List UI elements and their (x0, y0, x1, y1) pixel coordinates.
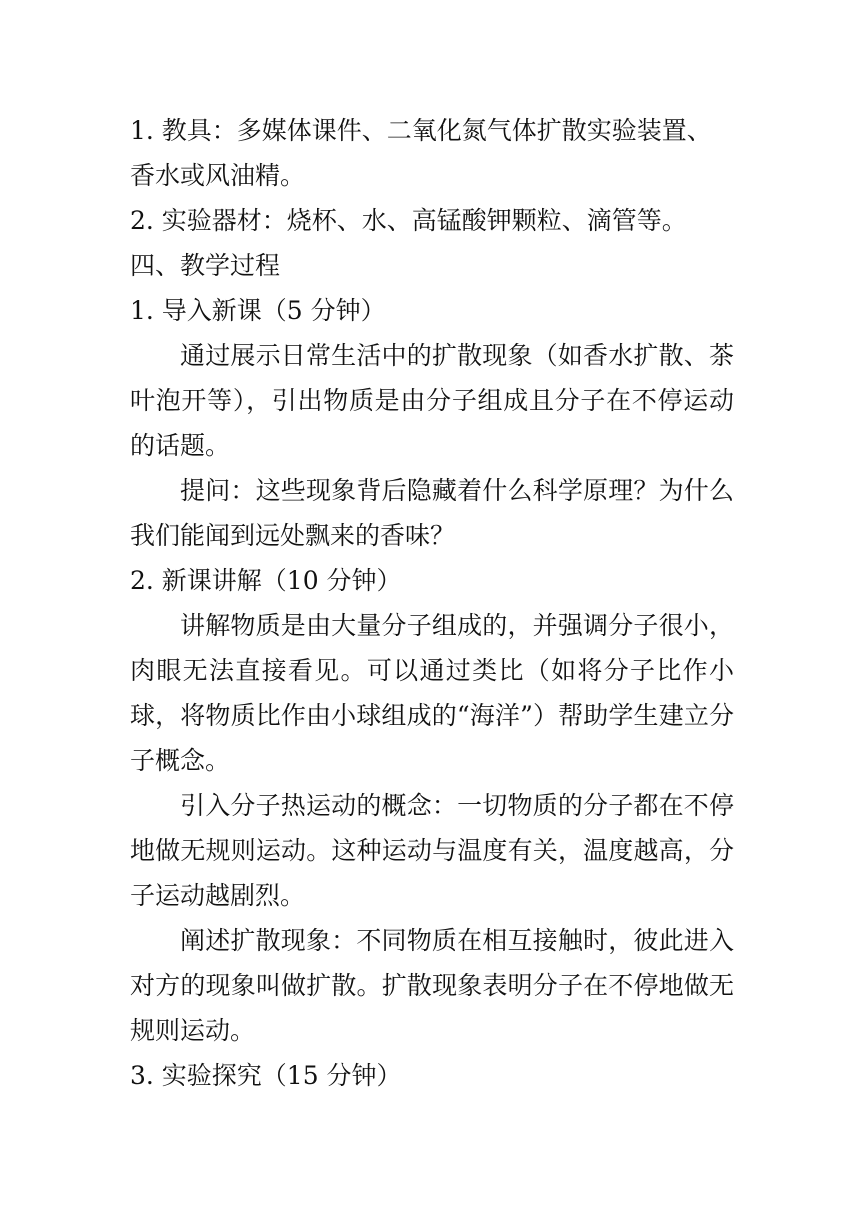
section-heading-teaching-process: 四、教学过程 (130, 251, 281, 280)
teaching-tools-line: 1. 教具：多媒体课件、二氧化氮气体扩散实验装置、香水或风油精。 (130, 116, 712, 190)
step2-paragraph-2: 引入分子热运动的概念：一切物质的分子都在不停地做无规则运动。这种运动与温度有关，温度越高，分子运动越剧烈。 (130, 791, 734, 910)
step2-heading: 2. 新课讲解（10 分钟） (130, 566, 402, 595)
experiment-materials-line: 2. 实验器材：烧杯、水、高锰酸钾颗粒、滴管等。 (130, 206, 687, 235)
step1-heading: 1. 导入新课（5 分钟） (130, 296, 386, 325)
step2-paragraph-3: 阐述扩散现象：不同物质在相互接触时，彼此进入对方的现象叫做扩散。扩散现象表明分子在不停地做无规则运动。 (130, 926, 734, 1045)
step1-paragraph-1: 通过展示日常生活中的扩散现象（如香水扩散、茶叶泡开等），引出物质是由分子组成且分子在不停运动的话题。 (130, 341, 734, 460)
document-body (130, 108, 734, 1098)
step2-paragraph-1: 讲解物质是由大量分子组成的，并强调分子很小，肉眼无法直接看见。可以通过类比（如将分子比作小球，将物质比作由小球组成的“海洋”）帮助学生建立分子概念。 (130, 611, 734, 775)
step3-heading: 3. 实验探究（15 分钟） (130, 1061, 402, 1090)
step1-paragraph-2: 提问：这些现象背后隐藏着什么科学原理？为什么我们能闻到远处飘来的香味？ (130, 476, 734, 550)
